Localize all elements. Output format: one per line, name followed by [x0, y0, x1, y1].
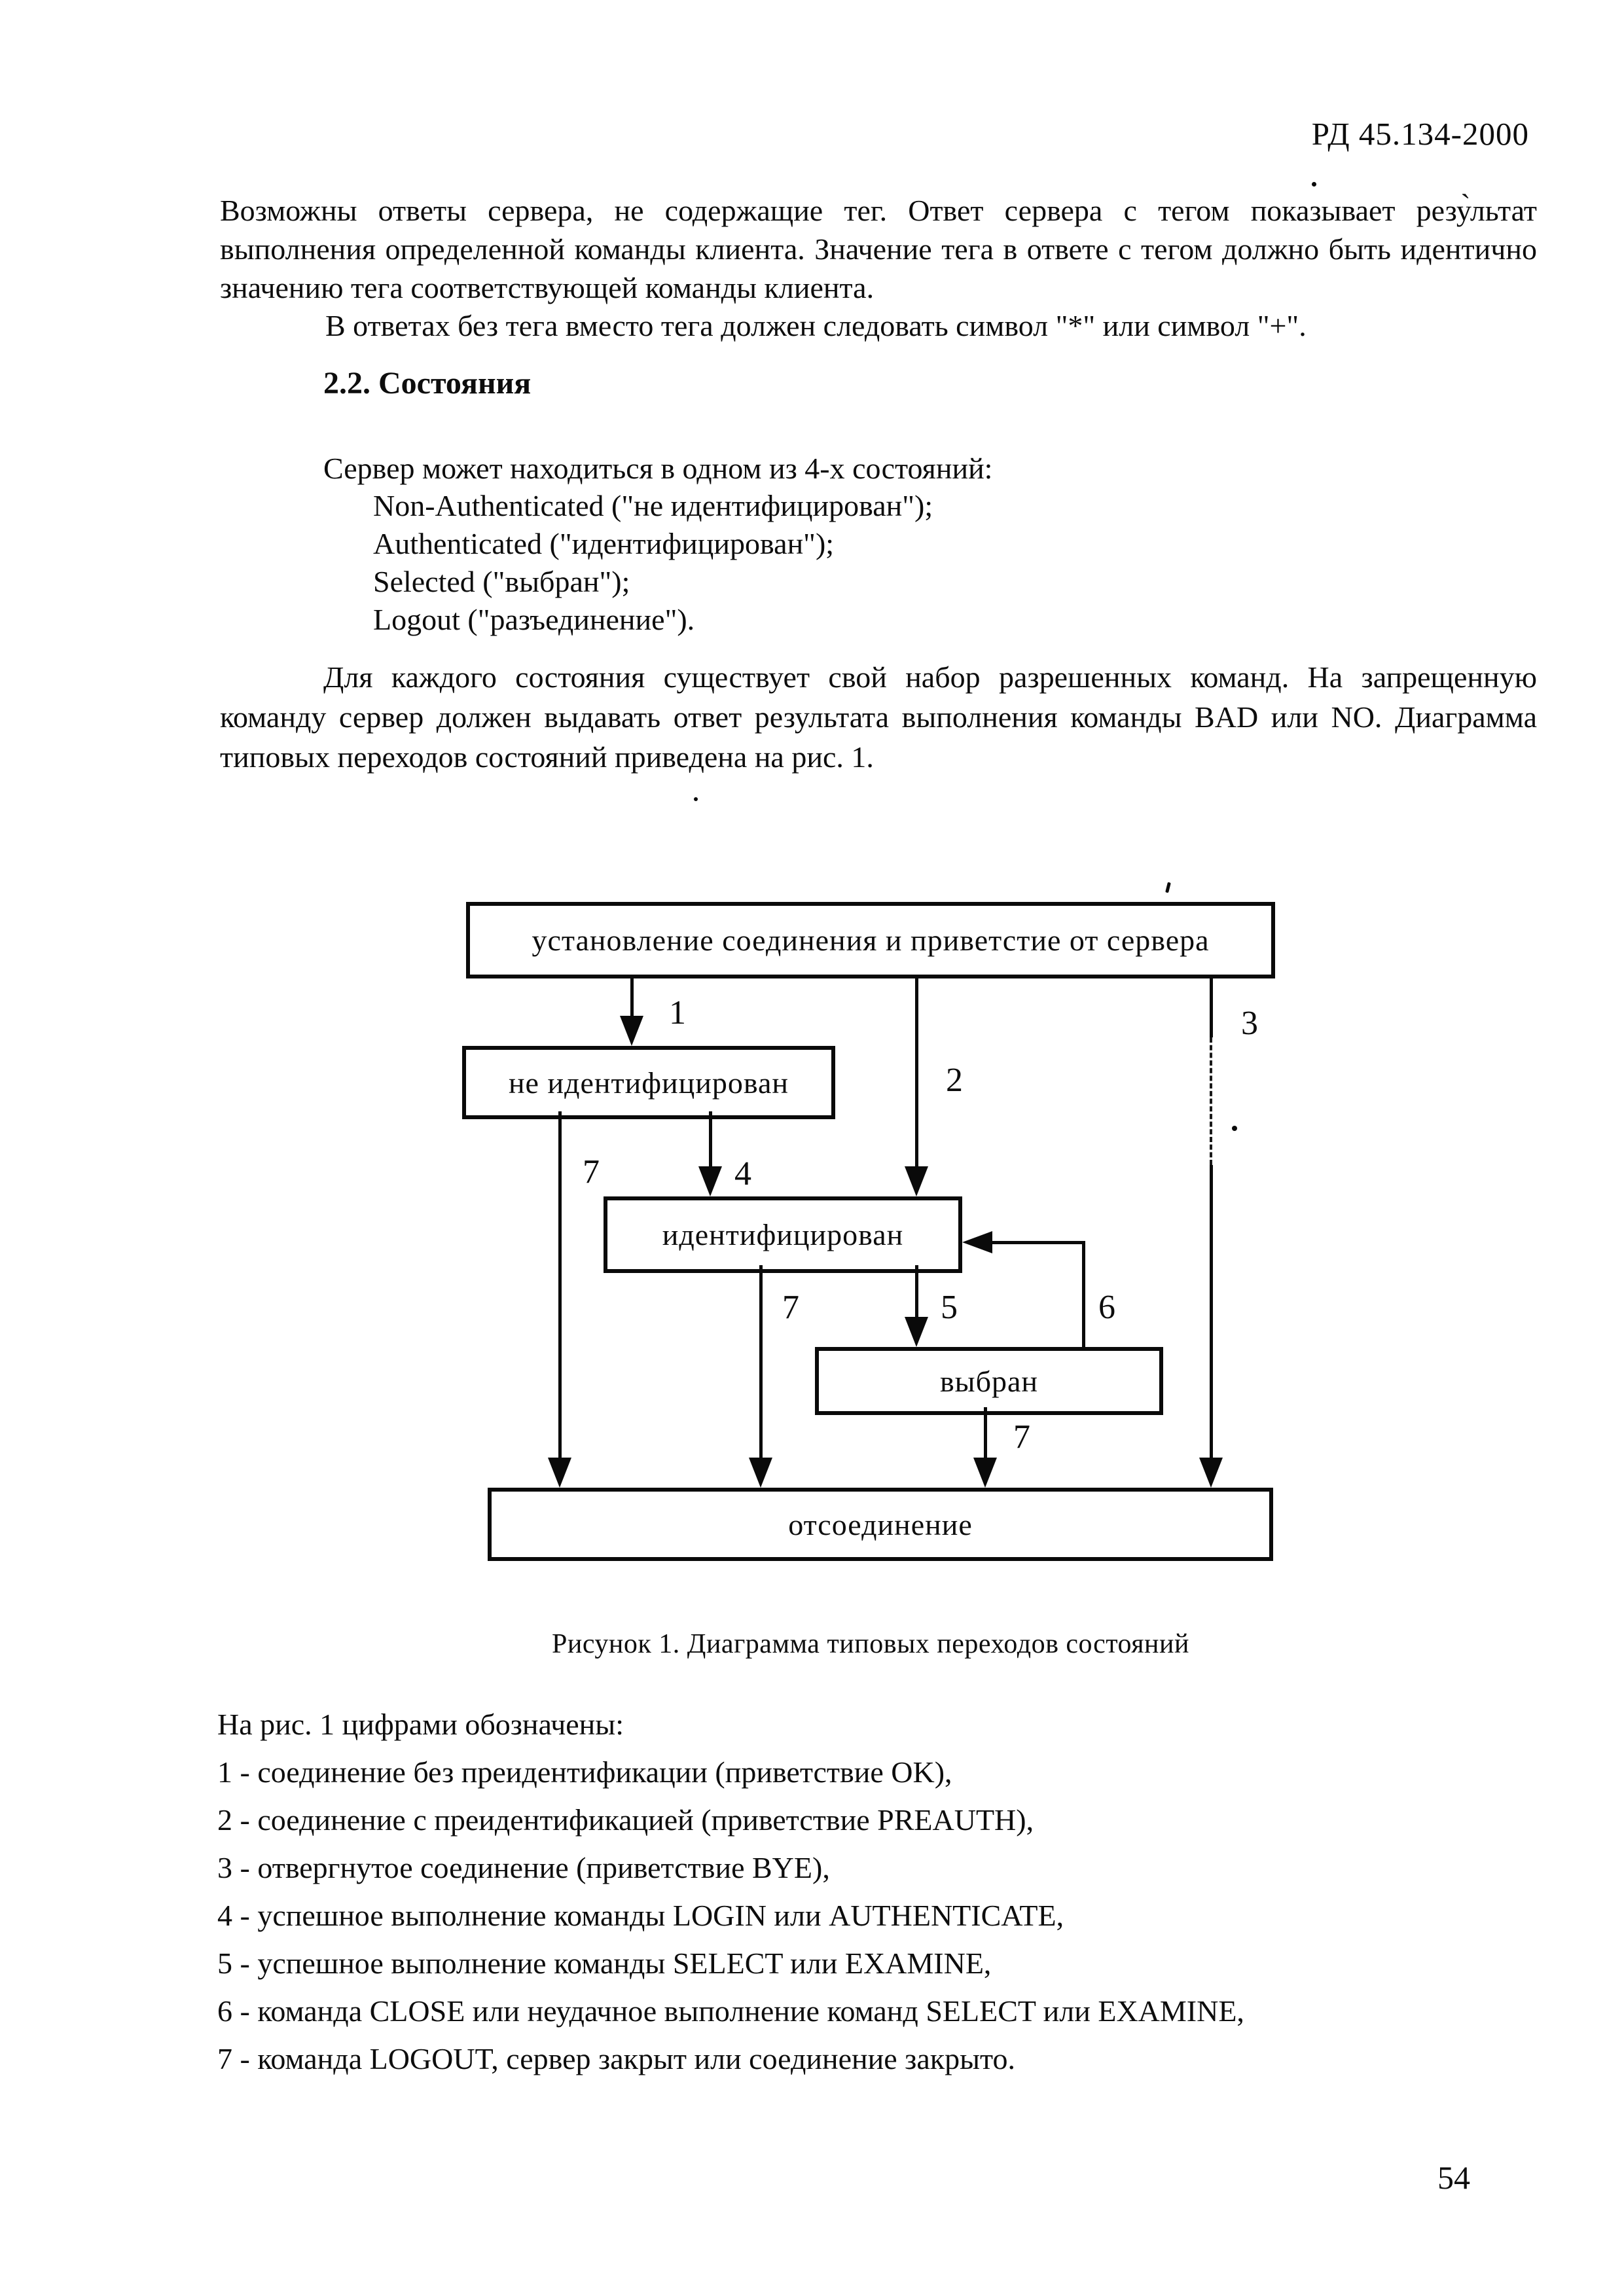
legend-item: 1 - соединение без преидентификации (приветствие OK),: [217, 1755, 952, 1789]
legend-item: 4 - успешное выполнение команды LOGIN или AUTHENTICATE,: [217, 1899, 1064, 1932]
diagram-box-authenticated: идентифицирован: [604, 1196, 962, 1273]
edge-7c-label: 7: [1013, 1418, 1030, 1456]
diagram-box-selected: выбран: [815, 1347, 1163, 1415]
legend-item: 5 - успешное выполнение команды SELECT или EXAMINE,: [217, 1946, 992, 1980]
doc-code-header: РД 45.134-2000: [1311, 116, 1529, 152]
edge-7c-line: [984, 1407, 987, 1460]
edge-3-arrowhead-icon: [1199, 1458, 1223, 1488]
edge-7a-line: [558, 1111, 562, 1460]
legend-item: 7 - команда LOGOUT, сервер закрыт или соединение закрыто.: [217, 2042, 1015, 2075]
edge-7b-arrowhead-icon: [749, 1458, 772, 1488]
figure-legend: [217, 1700, 1244, 2083]
edge-7c-arrowhead-icon: [973, 1458, 997, 1488]
legend-item: 3 - отвергнутое соединение (приветствие BYE),: [217, 1851, 830, 1884]
scan-speck: [1312, 182, 1316, 187]
state-item: Non-Authenticated ("не идентифицирован");: [373, 489, 933, 522]
edge-3-label: 3: [1241, 1005, 1258, 1042]
diagram-box-disconnect: отсоединение: [488, 1488, 1273, 1561]
legend-intro: На рис. 1 цифрами обозначены:: [217, 1708, 624, 1741]
edge-1-line: [630, 975, 634, 1020]
edge-7b-label: 7: [782, 1289, 799, 1326]
diagram-box-connect: установление соединения и приветстие от сервера: [466, 902, 1275, 978]
paragraph-tagged-responses: Возможны ответы сервера, не содержащие тег. Ответ сервера с тегом показывает резу̀льтат выполнения определенной команды клиента. Значение тега в ответе с тегом должно быть идентично значению тега соответствующей команды клиента.: [220, 194, 1537, 304]
edge-5-line: [915, 1265, 918, 1318]
edge-4-label: 4: [734, 1155, 751, 1193]
edge-7a-label: 7: [583, 1153, 600, 1191]
edge-7b-line: [759, 1265, 763, 1460]
edge-3-line-dashed: [1210, 1037, 1212, 1165]
edge-5-label: 5: [941, 1289, 958, 1326]
state-item: Selected ("выбран");: [373, 565, 630, 598]
scan-speck: [694, 797, 698, 801]
edge-1-label: 1: [669, 994, 686, 1031]
paragraph-allowed-commands: Для каждого состояния существует свой набор разрешенных команд. На запрещенную команду сервер должен выдавать ответ результата выполнения команды BAD или NO. Диаграмма типовых переходов состояний приведена на рис. 1.: [220, 660, 1537, 774]
scan-speck: [1232, 1126, 1237, 1131]
edge-2-line: [915, 975, 918, 1168]
state-item: Authenticated ("идентифицирован");: [373, 527, 835, 560]
edge-6-line: [991, 1241, 1085, 1244]
legend-item: 6 - команда CLOSE или неудачное выполнение команд SELECT или EXAMINE,: [217, 1994, 1244, 2028]
diagram-box-non-authenticated: не идентифицирован: [462, 1046, 835, 1119]
figure-caption: Рисунок 1. Диаграмма типовых переходов состояний: [552, 1629, 1189, 1659]
edge-7a-arrowhead-icon: [548, 1458, 571, 1488]
section-heading: 2.2. Состояния: [323, 366, 532, 401]
edge-3-line: [1210, 1165, 1213, 1460]
paragraph-states-intro: Сервер может находиться в одном из 4-х состояний:: [323, 452, 993, 485]
legend-item: 2 - соединение с преидентификацией (приветствие PREAUTH),: [217, 1803, 1034, 1837]
edge-1-arrowhead-icon: [620, 1016, 643, 1046]
edge-2-label: 2: [946, 1062, 963, 1099]
edge-4-line: [709, 1111, 712, 1168]
edge-4-arrowhead-icon: [698, 1166, 722, 1196]
edge-6-line: [1082, 1241, 1085, 1347]
edge-5-arrowhead-icon: [905, 1317, 928, 1347]
edge-3-line: [1210, 975, 1213, 1037]
paragraph-untagged-responses: В ответах без тега вместо тега должен следовать символ "*" или символ "+".: [325, 309, 1307, 342]
edge-6-arrowhead-icon: [962, 1231, 992, 1253]
edge-6-label: 6: [1098, 1289, 1115, 1326]
page-number: 54: [1437, 2159, 1470, 2196]
edge-2-arrowhead-icon: [905, 1166, 928, 1196]
state-item: Logout ("разъединение").: [373, 603, 695, 636]
